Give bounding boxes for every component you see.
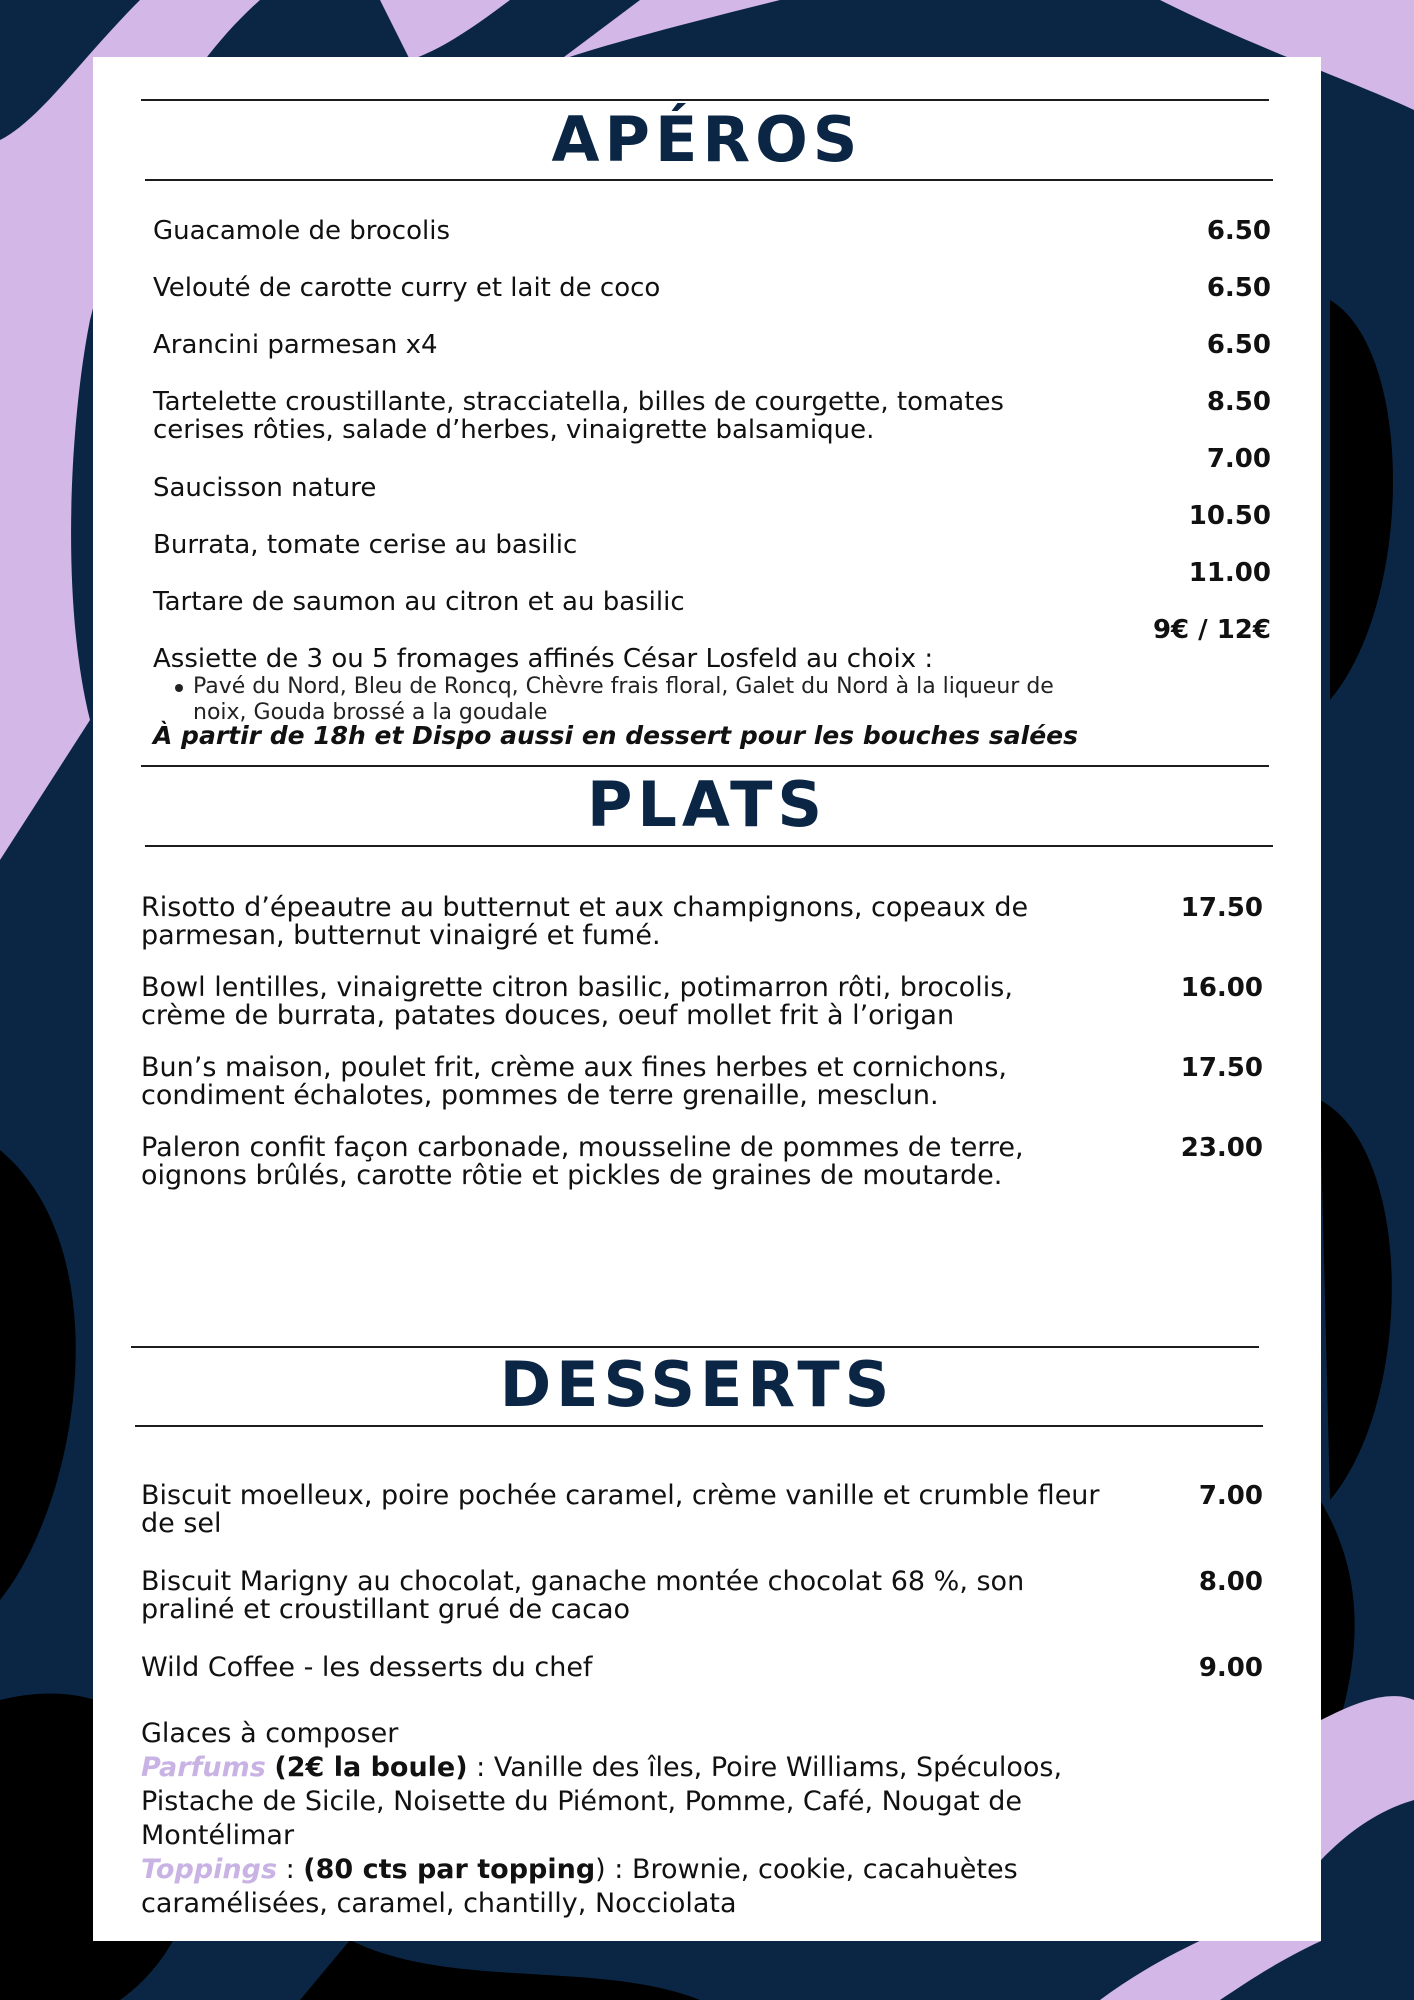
apero-item-name: Velouté de carotte curry et lait de coco bbox=[153, 273, 661, 303]
apero-item-price: 8.50 bbox=[1206, 387, 1271, 417]
dessert-item-price: 9.00 bbox=[1198, 1653, 1263, 1683]
plat-item-price: 17.50 bbox=[1180, 1053, 1263, 1083]
divider bbox=[141, 765, 1269, 767]
aperos-note: À partir de 18h et Dispo aussi en dessert pour les bouches salées bbox=[153, 721, 1078, 750]
apero-item-price: 11.00 bbox=[1188, 558, 1271, 588]
menu-card bbox=[93, 57, 1321, 1941]
toppings-price: (80 cts par topping bbox=[303, 1854, 596, 1885]
divider bbox=[135, 1425, 1263, 1427]
bullet-icon bbox=[175, 684, 183, 692]
apero-item-name: Arancini parmesan x4 bbox=[153, 330, 438, 360]
plat-item-price: 17.50 bbox=[1180, 893, 1263, 923]
parfums-list: : Vanille des îles, Poire Williams, Spéculoos, Pistache de Sicile, Noisette du Piémont, Pomme, Café, Nougat de Montélimar bbox=[141, 1752, 1063, 1851]
divider bbox=[145, 179, 1273, 181]
plat-item-price: 23.00 bbox=[1180, 1133, 1263, 1163]
section-title-desserts: DESSERTS bbox=[499, 1348, 895, 1421]
divider bbox=[145, 845, 1273, 847]
plat-item-price: 16.00 bbox=[1180, 973, 1263, 1003]
divider bbox=[141, 99, 1269, 101]
dessert-item-name: Biscuit moelleux, poire pochée caramel, crème vanille et crumble fleur de sel bbox=[141, 1480, 1100, 1539]
apero-item-name: Tartelette croustillante, stracciatella, billes de courgette, tomates cerises rôties, salade d’herbes, vinaigrette balsamique. bbox=[153, 387, 1004, 445]
parfums-line bbox=[141, 1751, 1121, 1853]
apero-item-name: Guacamole de brocolis bbox=[153, 216, 450, 246]
apero-item-price: 7.00 bbox=[1206, 444, 1271, 474]
plat-item-name: Bun’s maison, poulet frit, crème aux fines herbes et cornichons, condiment échalotes, pommes de terre grenaille, mesclun. bbox=[141, 1052, 1008, 1111]
dessert-item-name: Wild Coffee - les desserts du chef bbox=[141, 1652, 593, 1683]
dessert-item-name: Biscuit Marigny au chocolat, ganache montée chocolat 68 %, son praliné et croustillant grué de cacao bbox=[141, 1566, 1025, 1625]
plat-item-name: Bowl lentilles, vinaigrette citron basilic, potimarron rôti, brocolis, crème de burrata, patates douces, oeuf mollet frit à l’origan bbox=[141, 972, 1013, 1031]
apero-item-name: Assiette de 3 ou 5 fromages affinés César Losfeld au choix : bbox=[153, 644, 934, 674]
apero-item-name: Burrata, tomate cerise au basilic bbox=[153, 530, 578, 560]
glaces-block bbox=[141, 1717, 1121, 1921]
parfums-price: (2€ la boule) bbox=[274, 1752, 468, 1783]
apero-item-price: 10.50 bbox=[1188, 501, 1271, 531]
cheese-list-text: Pavé du Nord, Bleu de Roncq, Chèvre frais floral, Galet du Nord à la liqueur de noix, Gouda brossé a la goudale bbox=[193, 674, 1054, 725]
plat-item-name: Risotto d’épeautre au butternut et aux champignons, copeaux de parmesan, butternut vinaigré et fumé. bbox=[141, 892, 1029, 951]
apero-item-name: Saucisson nature bbox=[153, 473, 377, 503]
dessert-item-price: 8.00 bbox=[1198, 1567, 1263, 1597]
apero-item-price: 6.50 bbox=[1206, 330, 1271, 360]
toppings-label: Toppings bbox=[141, 1854, 278, 1885]
section-title-aperos: APÉROS bbox=[551, 103, 863, 176]
apero-item-price: 6.50 bbox=[1206, 273, 1271, 303]
toppings-line bbox=[141, 1853, 1121, 1921]
apero-item-price: 9€ / 12€ bbox=[1152, 615, 1271, 645]
plat-item-name: Paleron confit façon carbonade, mousseline de pommes de terre, oignons brûlés, carotte rôtie et pickles de graines de moutarde. bbox=[141, 1132, 1024, 1191]
dessert-item-price: 7.00 bbox=[1198, 1481, 1263, 1511]
section-title-plats: PLATS bbox=[586, 768, 828, 841]
apero-item-name: Tartare de saumon au citron et au basilic bbox=[153, 587, 685, 617]
parfums-label: Parfums bbox=[141, 1752, 266, 1783]
toppings-separator: : bbox=[277, 1854, 304, 1885]
glaces-heading: Glaces à composer bbox=[141, 1718, 399, 1749]
cheese-list bbox=[153, 674, 1153, 726]
apero-item-price: 6.50 bbox=[1206, 216, 1271, 246]
toppings-list: ) : Brownie, cookie, cacahuètes caramélisées, caramel, chantilly, Nocciolata bbox=[141, 1854, 1018, 1919]
